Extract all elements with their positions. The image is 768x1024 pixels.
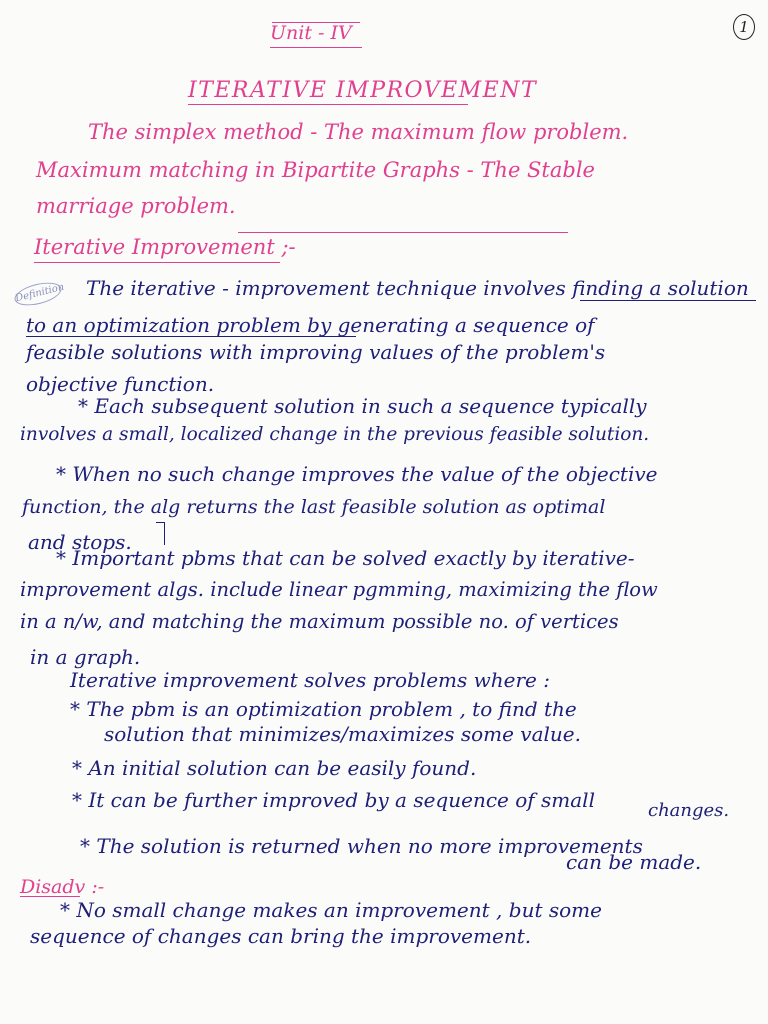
solves-item-4-line-2: can be made. [566,850,702,874]
definition-emphasis-underline-2 [26,336,356,337]
bullet-3-line-1: * Important pbms that can be solved exactly by iterative- [56,546,635,570]
solves-intro: Iterative improvement solves problems where : [70,668,550,692]
section-heading: Iterative Improvement ;- [34,235,296,259]
solves-item-3-line-2: changes. [648,800,730,821]
definition-emphasis-underline [580,300,756,301]
syllabus-line-2: Maximum matching in Bipartite Graphs - The Stable [36,158,595,182]
bullet-2-line-1: * When no such change improves the value of the objective [56,462,658,486]
unit-label: Unit - IV [270,22,352,44]
section-underline [34,262,280,263]
disadv-underline [20,896,80,897]
disadv-line-1: * No small change makes an improvement , but some [60,898,602,922]
definition-line-4: objective function. [26,372,215,396]
syllabus-line-3: marriage problem. [36,194,236,218]
title-underline [188,104,468,105]
close-bracket [156,522,165,545]
bullet-3-line-4: in a graph. [30,645,141,669]
disadv-heading: Disadv :- [20,876,105,898]
solves-item-2: * An initial solution can be easily found. [72,756,477,780]
definition-line-3: feasible solutions with improving values of the problem's [26,340,606,364]
bullet-2-line-2: function, the alg returns the last feasible solution as optimal [22,496,606,518]
solves-item-1-line-1: * The pbm is an optimization problem , to find the [70,697,577,721]
solves-item-1-line-2: solution that minimizes/maximizes some value. [104,722,581,746]
definition-line-2: to an optimization problem by generating a sequence of [26,313,595,337]
disadv-line-2: sequence of changes can bring the improvement. [30,924,532,948]
definition-stamp: Definition [12,278,63,309]
page-title: ITERATIVE IMPROVEMENT [188,78,538,103]
solves-item-3-line-1: * It can be further improved by a sequence of small [72,788,595,812]
bullet-1-line-2: involves a small, localized change in the previous feasible solution. [20,424,650,445]
solves-item-4-line-1: * The solution is returned when no more improvements [80,834,643,858]
bullet-3-line-2: improvement algs. include linear pgmming, maximizing the flow [20,578,658,601]
unit-underline [270,47,362,48]
syllabus-line-1: The simplex method - The maximum flow problem. [88,120,629,144]
bullet-1-line-1: * Each subsequent solution in such a sequence typically [78,394,647,418]
syllabus-rule [238,232,568,233]
page-number: 1 [733,14,755,40]
bullet-2-line-3: and stops. [28,530,132,554]
bullet-3-line-3: in a n/w, and matching the maximum possible no. of vertices [20,610,619,633]
definition-line-1: The iterative - improvement technique involves finding a solution [86,276,749,300]
